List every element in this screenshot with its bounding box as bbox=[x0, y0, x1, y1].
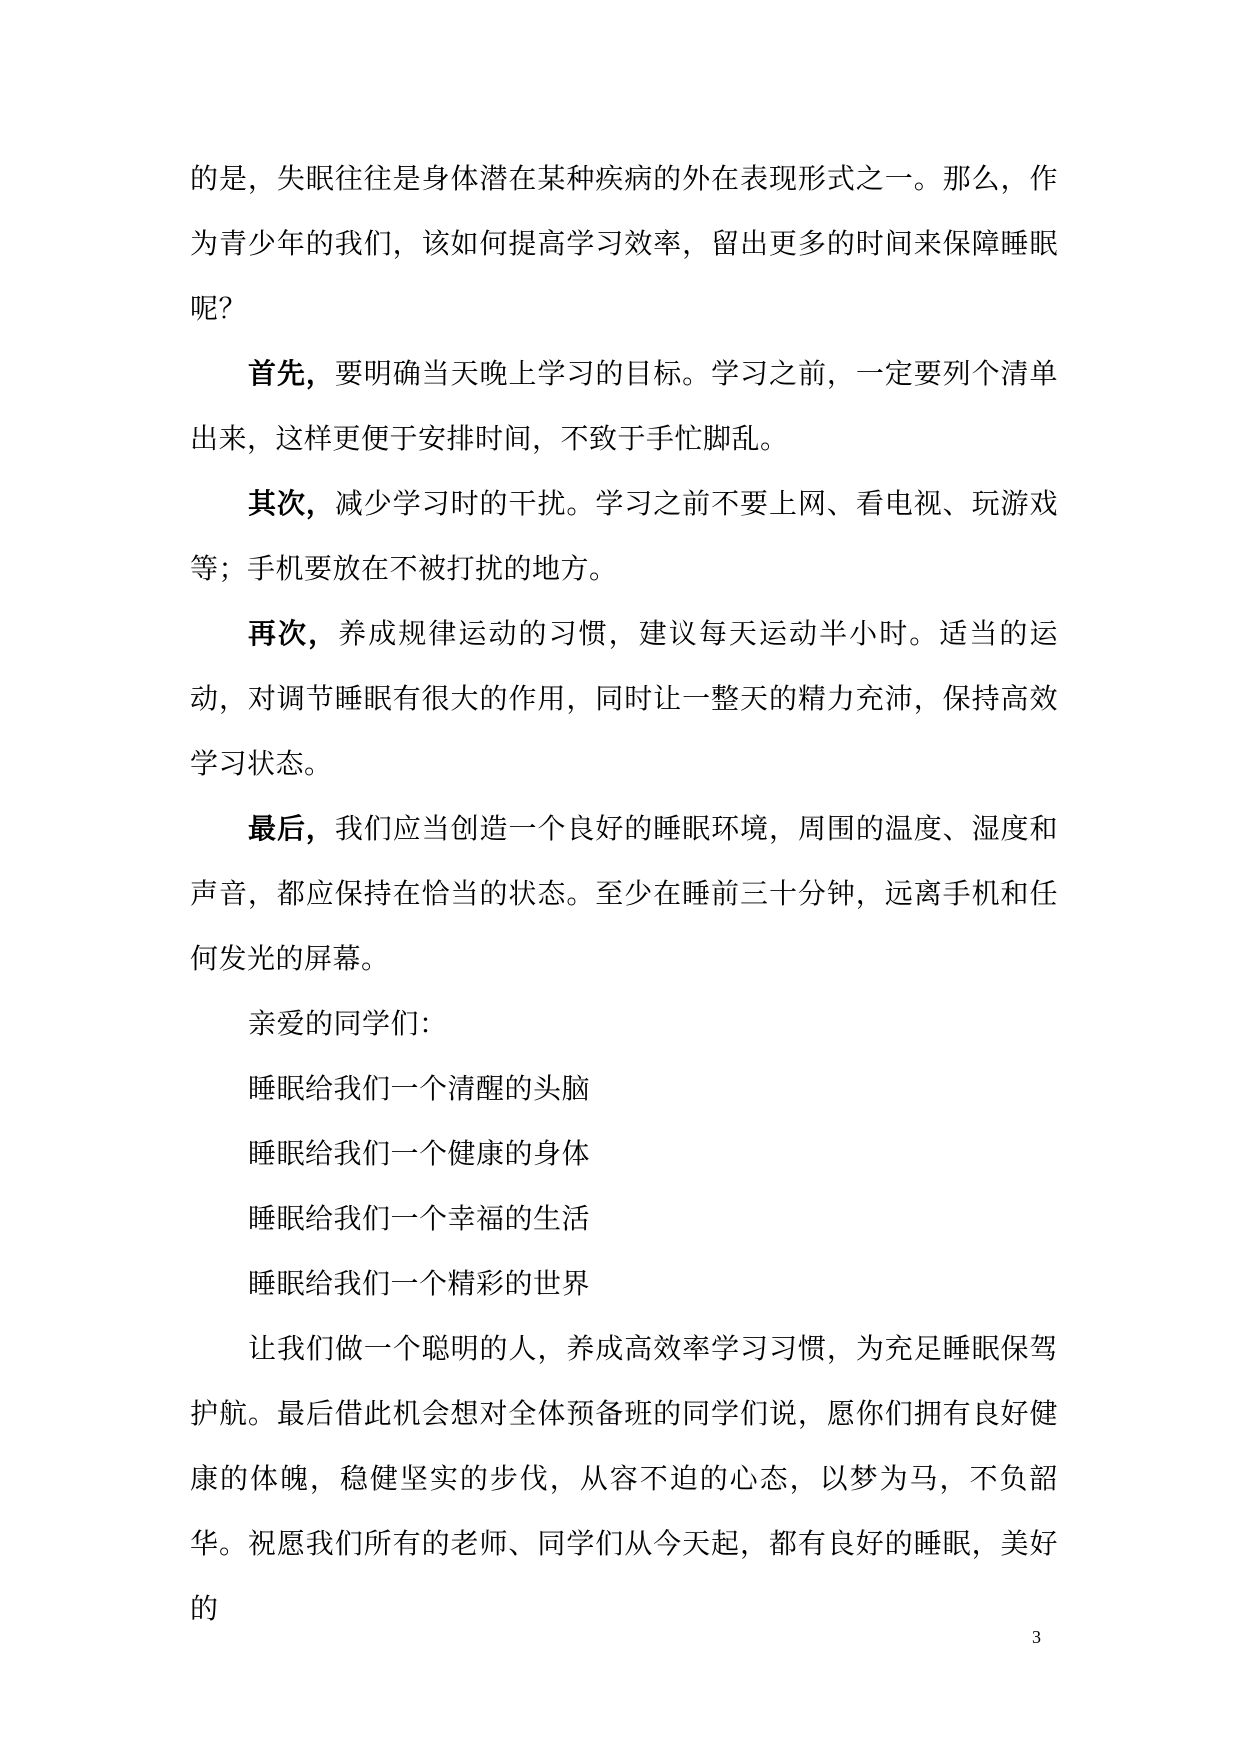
paragraph-first bbox=[190, 341, 1058, 471]
verse-line: 睡眠给我们一个健康的身体 bbox=[248, 1137, 591, 1170]
paragraph-lead: 其次， bbox=[248, 487, 335, 520]
verse-line: 睡眠给我们一个清醒的头脑 bbox=[248, 1072, 591, 1105]
page-number: 3 bbox=[1032, 1627, 1041, 1647]
salutation: 亲爱的同学们： bbox=[248, 1007, 448, 1040]
paragraph-lead: 首先， bbox=[248, 357, 335, 390]
paragraph-continuation bbox=[190, 146, 1058, 341]
closing-paragraph: 让我们做一个聪明的人，养成高效率学习习惯，为充足睡眠保驾护航。最后借此机会想对全体预备班的同学们说，愿你们拥有良好健康的体魄，稳健坚实的步伐，从容不迫的心态，以梦为马，不负韶华。祝愿我们所有的老师、同学们从今天起，都有良好的睡眠，美好的 bbox=[190, 1332, 1058, 1625]
paragraph-text: 要明确当天晚上学习的目标。学习之前，一定要列个清单出来，这样更便于安排时间，不致于手忙脚乱。 bbox=[190, 357, 1058, 455]
verse-line: 睡眠给我们一个幸福的生活 bbox=[248, 1202, 591, 1235]
paragraph-lead: 最后， bbox=[248, 812, 335, 845]
paragraph-text: 减少学习时的干扰。学习之前不要上网、看电视、玩游戏等；手机要放在不被打扰的地方。 bbox=[190, 487, 1058, 585]
body-text bbox=[190, 146, 1058, 1641]
paragraph-third bbox=[190, 601, 1058, 796]
verse-line: 睡眠给我们一个精彩的世界 bbox=[248, 1267, 591, 1300]
paragraph-second bbox=[190, 471, 1058, 601]
paragraph-lead: 再次， bbox=[248, 617, 339, 650]
paragraph-last bbox=[190, 796, 1058, 991]
paragraph-text: 的是，失眠往往是身体潜在某种疾病的外在表现形式之一。那么，作为青少年的我们，该如何提高学习效率，留出更多的时间来保障睡眠呢？ bbox=[190, 162, 1058, 325]
paragraph-text: 养成规律运动的习惯，建议每天运动半小时。适当的运动，对调节睡眠有很大的作用，同时让一整天的精力充沛，保持高效学习状态。 bbox=[190, 617, 1058, 780]
paragraph-text: 我们应当创造一个良好的睡眠环境，周围的温度、湿度和声音，都应保持在恰当的状态。至少在睡前三十分钟，远离手机和任何发光的屏幕。 bbox=[190, 812, 1058, 975]
